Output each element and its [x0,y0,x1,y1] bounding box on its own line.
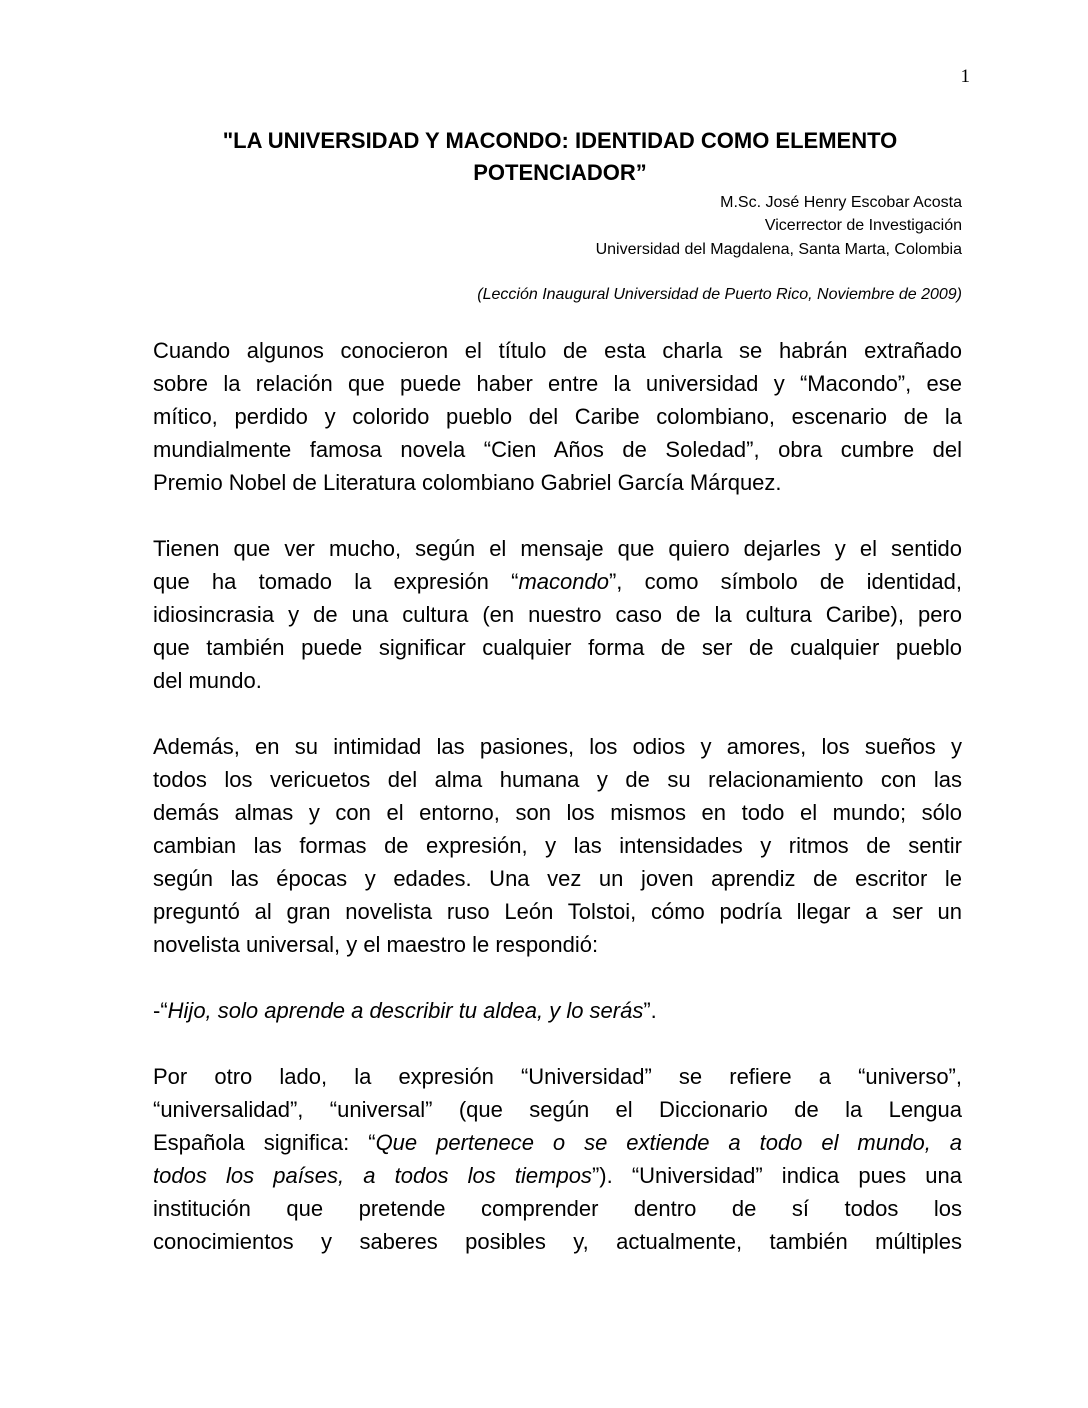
text-line: institución que pretende comprender dentro de sí todos los [153,1196,962,1221]
text-line [153,1162,962,1190]
document-title-line-2: POTENCIADOR” [473,160,647,185]
text-line: novelista universal, y el maestro le respondió: [153,932,599,957]
page-number: 1 [960,66,970,87]
text-run: Española significa: “ [153,1130,376,1155]
text-line: cambian las formas de expresión, y las intensidades y ritmos de sentir [153,833,962,858]
text-line: mítico, perdido y colorido pueblo del Caribe colombiano, escenario de la [153,404,962,429]
text-line: Premio Nobel de Literatura colombiano Gabriel García Márquez. [153,470,782,495]
text-line: Además, en su intimidad las pasiones, los odios y amores, los sueños y [153,734,962,759]
text-line [153,568,962,596]
author-institution: Universidad del Magdalena, Santa Marta, Colombia [595,241,962,258]
text-line: sobre la relación que puede haber entre la universidad y “Macondo”, ese [153,371,962,396]
italic-definition: todos los países, a todos los tiempos [153,1163,592,1188]
author-name: M.Sc. José Henry Escobar Acosta [720,194,962,211]
italic-term: macondo [518,569,609,594]
text-line: que también puede significar cualquier forma de ser de cualquier pueblo [153,635,962,660]
text-line: Por otro lado, la expresión “Universidad” se refiere a “universo”, [153,1064,962,1089]
text-line: conocimientos y saberes posibles y, actualmente, también múltiples [153,1229,962,1254]
lecture-occasion: (Lección Inaugural Universidad de Puerto Rico, Noviembre de 2009) [477,286,962,303]
text-run: ”. [643,998,657,1023]
document-title-line-1: "LA UNIVERSIDAD Y MACONDO: IDENTIDAD COMO ELEMENTO [222,128,898,153]
text-run: ”). “Universidad” indica pues una [591,1163,962,1188]
text-run: -“ [153,998,168,1023]
text-line: preguntó al gran novelista ruso León Tolstoi, cómo podría llegar a ser un [153,899,962,924]
text-line: Cuando algunos conocieron el título de esta charla se habrán extrañado [153,338,962,363]
text-line: del mundo. [153,668,262,693]
text-line: Tienen que ver mucho, según el mensaje que quiero dejarles y el sentido [153,536,962,561]
text-line: idiosincrasia y de una cultura (en nuestro caso de la cultura Caribe), pero [153,602,962,627]
italic-quote: Hijo, solo aprende a describir tu aldea, y lo serás [167,998,644,1023]
author-position: Vicerrector de Investigación [764,217,962,234]
italic-definition: Que pertenece o se extiende a todo el mundo, a [375,1130,962,1155]
text-line: todos los vericuetos del alma humana y de su relacionamiento con las [153,767,962,792]
text-line: “universalidad”, “universal” (que según el Diccionario de la Lengua [153,1097,962,1122]
text-line: demás almas y con el entorno, son los mismos en todo el mundo; sólo [153,800,962,825]
text-line [153,997,962,1025]
text-run: que ha tomado la expresión “ [153,569,519,594]
text-run: ”, como símbolo de identidad, [608,569,962,594]
text-line [153,1129,962,1157]
text-line: mundialmente famosa novela “Cien Años de Soledad”, obra cumbre del [153,437,962,462]
text-line: según las épocas y edades. Una vez un joven aprendiz de escritor le [153,866,962,891]
